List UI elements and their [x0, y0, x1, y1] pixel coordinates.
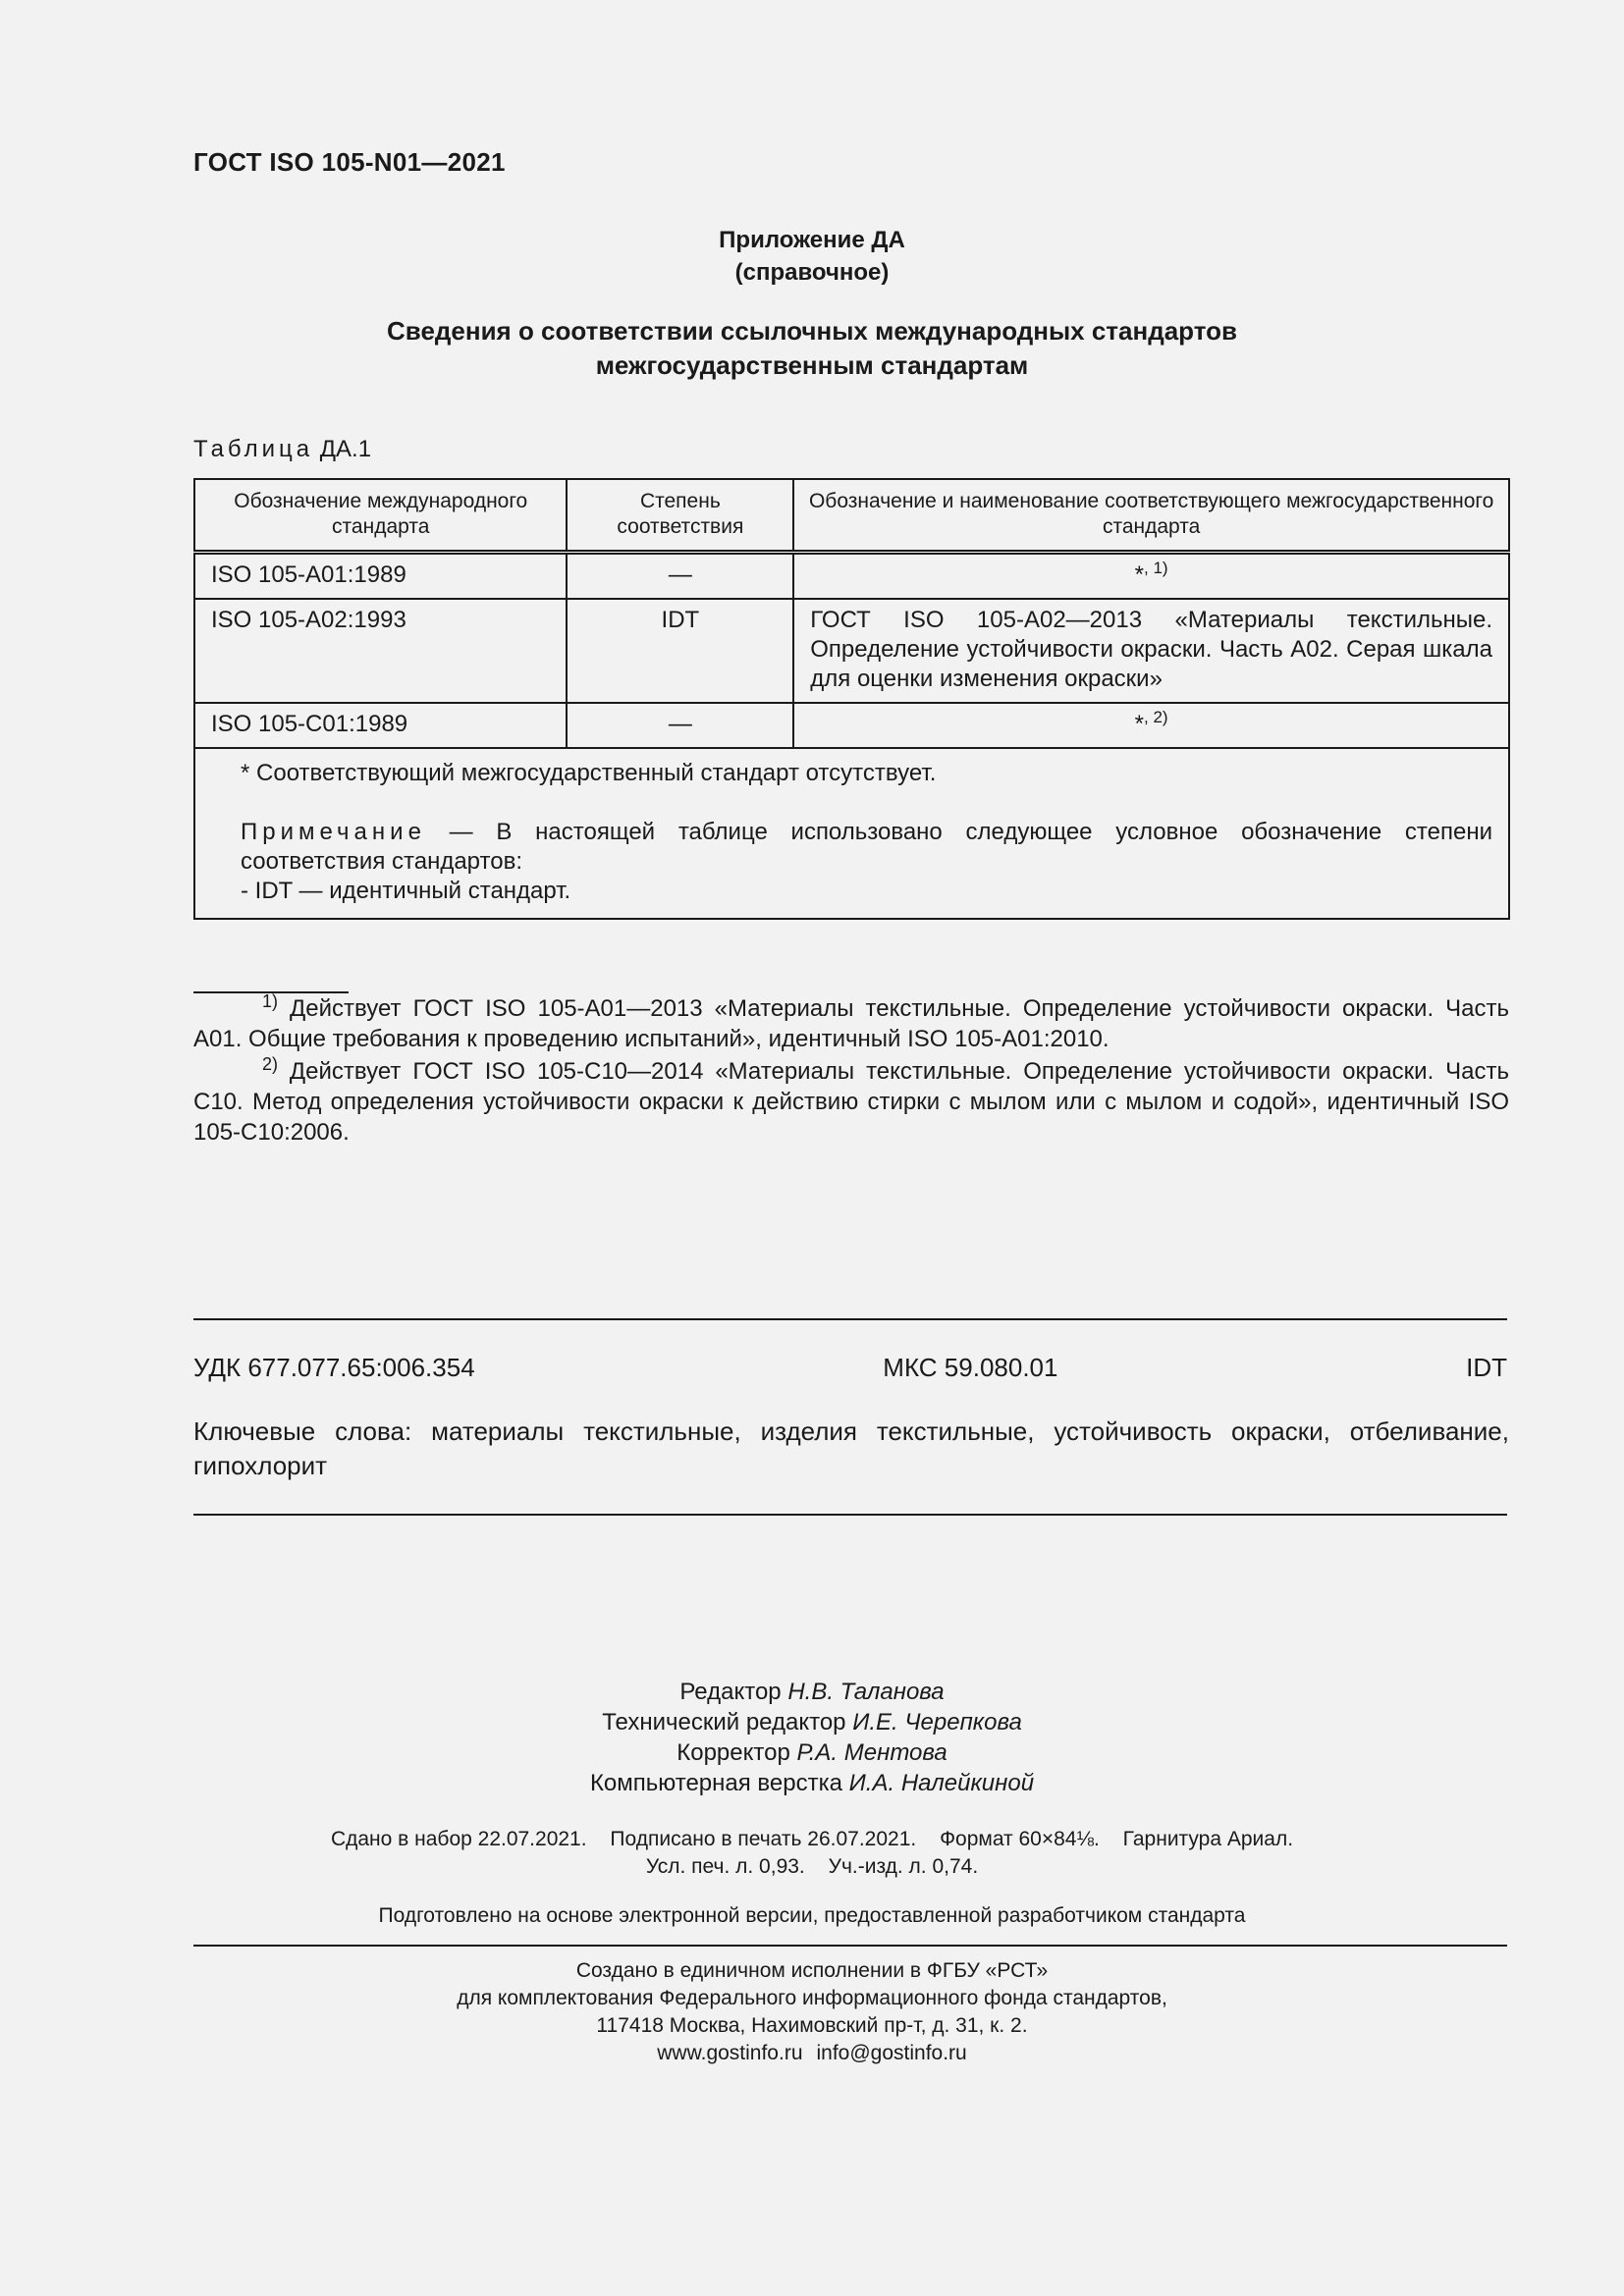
note-item: - IDT — идентичный стандарт.	[241, 878, 571, 904]
footnote-ref: , 1)	[1144, 559, 1168, 577]
cell-intl: ISO 105-A02:1993	[194, 599, 567, 703]
credits	[0, 1677, 1624, 1798]
cell-degree: IDT	[567, 599, 793, 703]
footnote-text: Действует ГОСТ ISO 105-C10—2014 «Материалы текстильные. Определение устойчивости окраски. Часть С10. Метод определения устойчивости окраски к действию стирки с мылом или с мылом и содой», идентичный ISO 105-C10:2006.	[193, 1058, 1509, 1146]
credit-role: Компьютерная верстка	[589, 1770, 849, 1796]
divider-imprint	[193, 1945, 1507, 1947]
printed-sheets: Усл. печ. л. 0,93.	[645, 1855, 805, 1878]
annex-heading-line2: межгосударственным стандартам	[595, 350, 1029, 380]
table-caption-number: ДА.1	[319, 436, 372, 462]
annex-subtitle: (справочное)	[734, 259, 890, 286]
divider-bottom	[193, 1514, 1507, 1516]
table-notes	[194, 748, 1509, 919]
table-caption-word: Таблица	[193, 436, 314, 462]
footnote-mark: 1)	[262, 991, 279, 1011]
cell-national: ГОСТ ISO 105-A02—2013 «Материалы текстильные. Определение устойчивости окраски. Часть А02. Серая шкала для оценки изменения окраски»	[793, 599, 1509, 703]
table-header-row	[194, 479, 1509, 553]
print-info-line1	[0, 1826, 1624, 1853]
note-text: — В настоящей таблице использовано следующее условное обозначение степени соответствия стандартов:	[241, 819, 1492, 875]
credit-name: Р.А. Ментова	[796, 1739, 947, 1766]
idt-label: IDT	[1466, 1353, 1507, 1382]
imprint-address: 117418 Москва, Нахимовский пр-т, д. 31, к. 2.	[596, 2014, 1028, 2037]
cell-national	[793, 553, 1509, 600]
submitted-date: Сдано в набор 22.07.2021.	[330, 1828, 587, 1850]
credit-name: Н.В. Таланова	[787, 1679, 945, 1705]
star-mark: *	[1134, 561, 1145, 588]
prepared-note: Подготовлено на основе электронной версии, предоставленной разработчиком стандарта	[378, 1904, 1246, 1927]
classification-row	[193, 1353, 1507, 1383]
credit-line	[0, 1768, 1624, 1798]
credit-name: И.Е. Черепкова	[852, 1709, 1022, 1735]
footnote-ref: , 2)	[1144, 708, 1168, 726]
udk-code: УДК 677.077.65:006.354	[193, 1353, 475, 1382]
annex-title-block	[0, 224, 1624, 289]
footnote-text: Действует ГОСТ ISO 105-A01—2013 «Материалы текстильные. Определение устойчивости окраски. Часть А01. Общие требования к проведению испытаний», идентичный ISO 105-A01:2010.	[193, 995, 1509, 1052]
table-caption	[193, 436, 371, 463]
header-intl-standard: Обозначение международного стандарта	[194, 479, 567, 553]
header-national-standard: Обозначение и наименование соответствующего межгосударственного стандарта	[793, 479, 1509, 553]
credit-line	[0, 1677, 1624, 1707]
credit-line	[0, 1707, 1624, 1737]
annex-heading-line1: Сведения о соответствии ссылочных международных стандартов	[387, 316, 1237, 346]
publisher-sheets: Уч.-изд. л. 0,74.	[828, 1855, 979, 1878]
imprint-line2: для комплектования Федерального информационного фонда стандартов,	[457, 1987, 1167, 2009]
divider-top	[193, 1318, 1507, 1320]
imprint-contacts	[0, 2040, 1624, 2067]
keywords: Ключевые слова: материалы текстильные, изделия текстильные, устойчивость окраски, отбеливание, гипохлорит	[193, 1416, 1509, 1480]
table-row	[194, 553, 1509, 600]
signed-date: Подписано в печать 26.07.2021.	[610, 1828, 917, 1850]
table-row	[194, 703, 1509, 748]
footnotes	[193, 993, 1509, 1149]
print-info-line2	[0, 1853, 1624, 1881]
cell-degree: —	[567, 553, 793, 600]
typeface: Гарнитура Ариал.	[1122, 1828, 1294, 1850]
header-degree: Степень соответствия	[567, 479, 793, 553]
credit-role: Технический редактор	[602, 1709, 853, 1735]
footnote	[193, 1056, 1509, 1148]
table-notes-row	[194, 748, 1509, 919]
email-link[interactable]: info@gostinfo.ru	[816, 2042, 967, 2064]
note-label: Примечание	[241, 819, 426, 845]
note-paragraph	[241, 818, 1492, 877]
cell-degree: —	[567, 703, 793, 748]
star-mark: *	[1134, 711, 1145, 737]
paper-format: Формат 60×84⅛.	[940, 1828, 1100, 1850]
website-link[interactable]: www.gostinfo.ru	[657, 2042, 803, 2064]
cell-national	[793, 703, 1509, 748]
table-row	[194, 599, 1509, 703]
annex-title: Приложение ДА	[719, 227, 905, 253]
cell-intl: ISO 105-C01:1989	[194, 703, 567, 748]
correspondence-table	[193, 478, 1510, 920]
footnote	[193, 993, 1509, 1054]
print-info	[0, 1826, 1624, 1881]
credit-line	[0, 1737, 1624, 1768]
mks-code: МКС 59.080.01	[883, 1353, 1058, 1382]
star-note: * Соответствующий межгосударственный стандарт отсутствует.	[241, 760, 937, 786]
credit-name: И.А. Налейкиной	[848, 1770, 1035, 1796]
credit-role: Корректор	[677, 1739, 797, 1766]
cell-intl: ISO 105-A01:1989	[194, 553, 567, 600]
document-code: ГОСТ ISO 105-N01—2021	[193, 147, 506, 177]
annex-heading	[0, 314, 1624, 383]
imprint	[0, 1957, 1624, 2067]
credit-role: Редактор	[679, 1679, 788, 1705]
imprint-line1: Создано в единичном исполнении в ФГБУ «РСТ»	[575, 1959, 1049, 1982]
footnote-mark: 2)	[262, 1054, 279, 1074]
